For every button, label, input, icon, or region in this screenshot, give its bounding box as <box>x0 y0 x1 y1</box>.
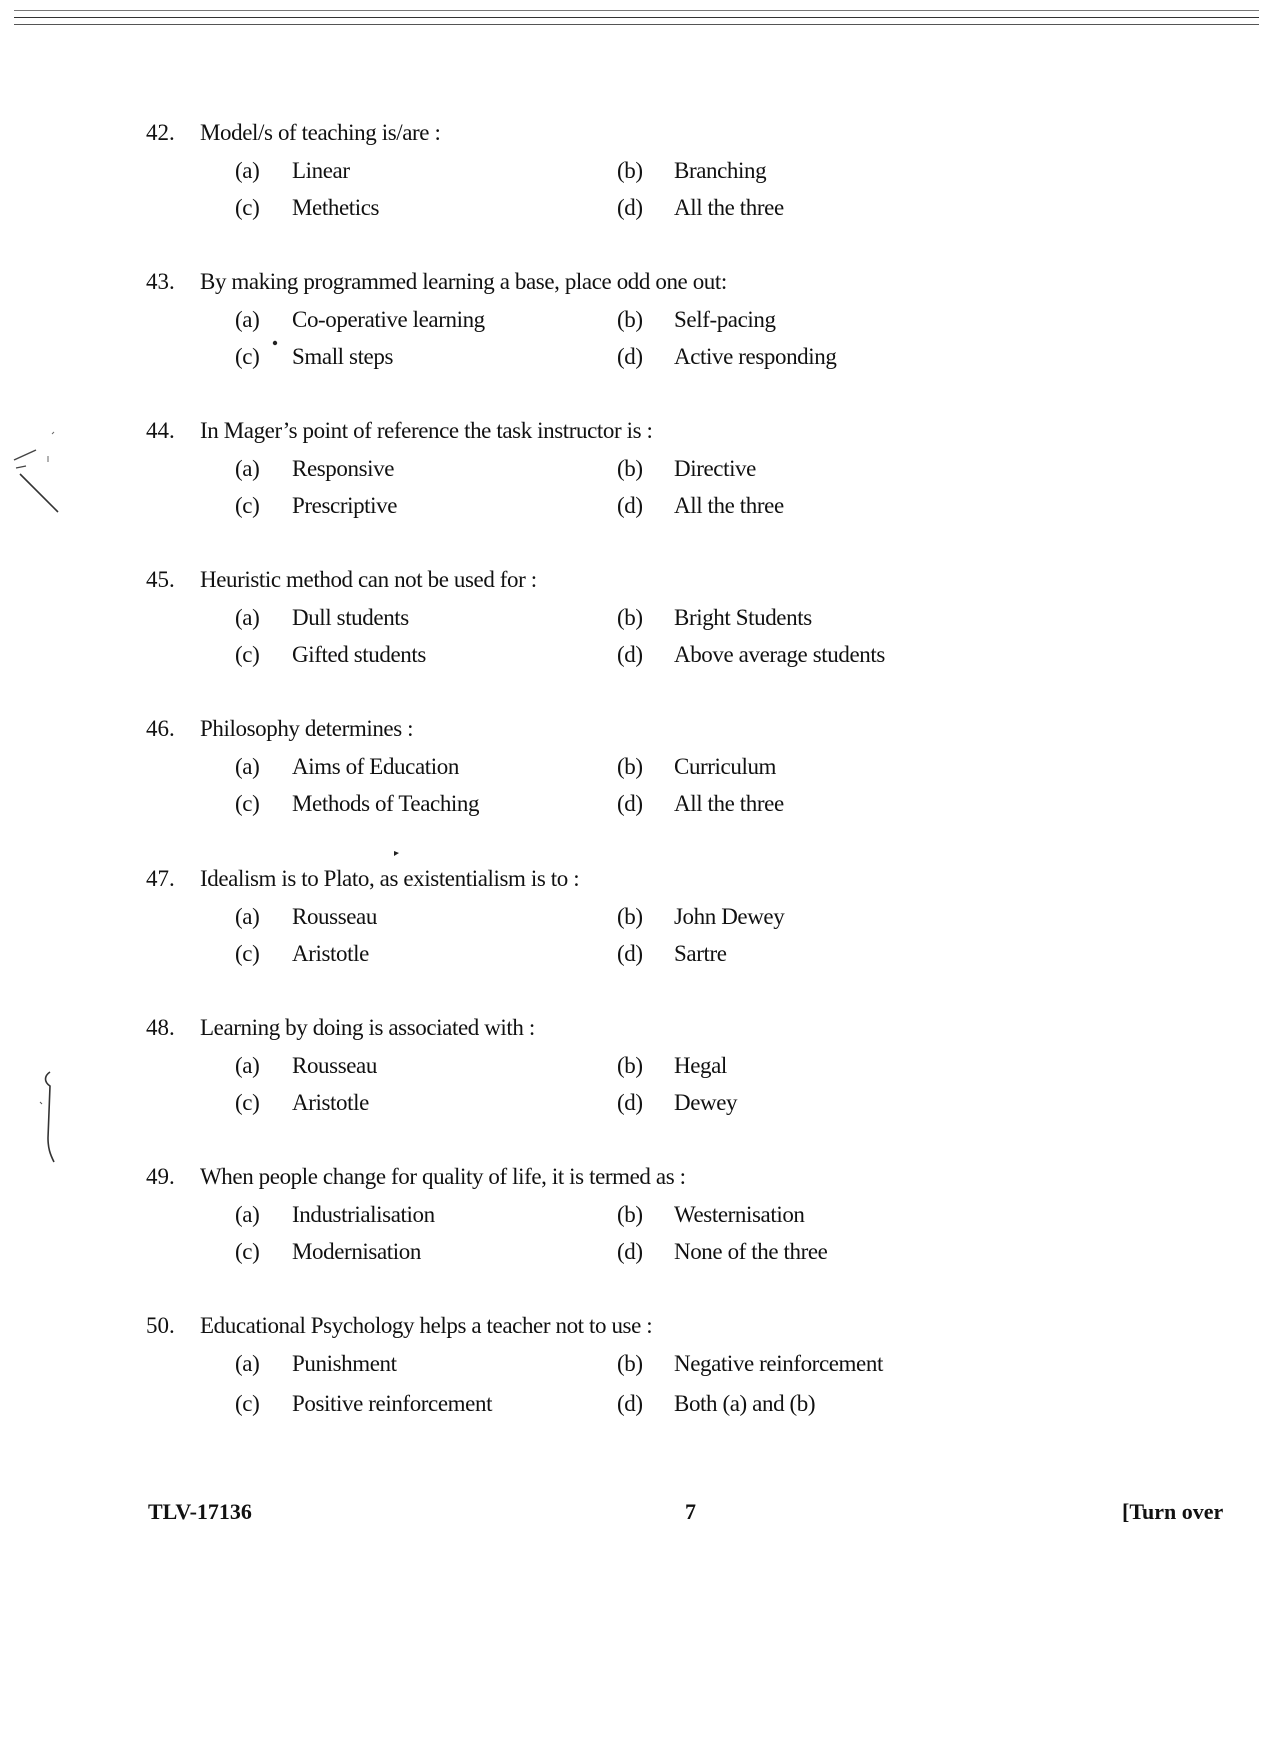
option-label: (b) <box>617 605 643 630</box>
option-text: Self-pacing <box>674 307 776 332</box>
question-item <box>0 1014 1275 1124</box>
option-label: (b) <box>617 1351 643 1376</box>
option-text: Prescriptive <box>292 493 398 518</box>
option-label: (b) <box>617 754 643 779</box>
option-text: Negative reinforcement <box>674 1351 883 1376</box>
option-text: Rousseau <box>292 1053 377 1078</box>
option-label: (c) <box>235 791 260 816</box>
option-text: Small steps <box>292 344 394 369</box>
option-text: Both (a) and (b) <box>674 1391 816 1416</box>
option-label: (a) <box>235 904 260 929</box>
option-text: None of the three <box>674 1239 828 1264</box>
option-label: (b) <box>617 904 643 929</box>
option-text: Active responding <box>674 344 837 369</box>
option-label: (b) <box>617 1202 643 1227</box>
option-text: Aims of Education <box>292 754 459 779</box>
question-number: 44. <box>146 418 175 443</box>
page-footer <box>0 1498 1275 1530</box>
option-label: (a) <box>235 158 260 183</box>
option-text: Methetics <box>292 195 380 220</box>
question-number: 43. <box>146 269 175 294</box>
question-number: 42. <box>146 120 175 145</box>
question-item <box>0 268 1275 378</box>
option-text: John Dewey <box>674 904 785 929</box>
question-text: Model/s of teaching is/are : <box>200 120 441 145</box>
option-label: (a) <box>235 1351 260 1376</box>
option-label: (c) <box>235 1090 260 1115</box>
option-text: Bright Students <box>674 605 812 630</box>
option-text: Curriculum <box>674 754 777 779</box>
option-text: Dewey <box>674 1090 738 1115</box>
option-text: Aristotle <box>292 941 369 966</box>
question-number: 49. <box>146 1164 175 1189</box>
question-number: 46. <box>146 716 175 741</box>
option-text: Methods of Teaching <box>292 791 480 816</box>
option-text: Gifted students <box>292 642 426 667</box>
option-label: (d) <box>617 195 643 220</box>
top-rule-line <box>14 10 1259 11</box>
top-rule-line <box>14 17 1259 18</box>
option-text: Rousseau <box>292 904 377 929</box>
option-label: (d) <box>617 791 643 816</box>
stray-mark-icon <box>392 848 402 858</box>
question-item <box>0 865 1275 975</box>
option-text: Aristotle <box>292 1090 369 1115</box>
question-text: Idealism is to Plato, as existentialism is to : <box>200 866 580 891</box>
option-text: Sartre <box>674 941 727 966</box>
option-label: (c) <box>235 941 260 966</box>
option-label: (a) <box>235 456 260 481</box>
option-label: (d) <box>617 941 643 966</box>
option-label: (c) <box>235 344 260 369</box>
option-text: Directive <box>674 456 756 481</box>
question-number: 45. <box>146 567 175 592</box>
question-number: 50. <box>146 1313 175 1338</box>
option-label: (a) <box>235 1053 260 1078</box>
option-text: Punishment <box>292 1351 397 1376</box>
turn-over-note: [Turn over <box>1122 1499 1224 1524</box>
option-label: (b) <box>617 158 643 183</box>
option-text: Industrialisation <box>292 1202 435 1227</box>
option-label: (d) <box>617 344 643 369</box>
question-number: 47. <box>146 866 175 891</box>
option-text: Modernisation <box>292 1239 421 1264</box>
option-text: Linear <box>292 158 350 183</box>
option-label: (b) <box>617 456 643 481</box>
option-text: Hegal <box>674 1053 727 1078</box>
option-label: (b) <box>617 307 643 332</box>
paper-code: TLV-17136 <box>148 1499 252 1524</box>
option-label: (a) <box>235 1202 260 1227</box>
option-text: Above average students <box>674 642 885 667</box>
page-number: 7 <box>685 1499 696 1524</box>
question-item <box>0 119 1275 229</box>
option-label: (c) <box>235 1391 260 1416</box>
question-text: By making programmed learning a base, place odd one out: <box>200 269 727 294</box>
question-item <box>0 715 1275 825</box>
question-number: 48. <box>146 1015 175 1040</box>
option-text: Co-operative learning <box>292 307 485 332</box>
question-text: Philosophy determines : <box>200 716 414 741</box>
option-label: (c) <box>235 195 260 220</box>
option-label: (c) <box>235 1239 260 1264</box>
option-label: (a) <box>235 754 260 779</box>
option-text: Dull students <box>292 605 409 630</box>
question-text: Learning by doing is associated with : <box>200 1015 535 1040</box>
option-text: All the three <box>674 493 784 518</box>
question-text: Heuristic method can not be used for : <box>200 567 537 592</box>
option-label: (d) <box>617 1090 643 1115</box>
question-text: Educational Psychology helps a teacher not to use : <box>200 1313 653 1338</box>
option-label: (d) <box>617 1391 643 1416</box>
top-rule-line <box>14 24 1259 25</box>
option-text: Branching <box>674 158 767 183</box>
option-label: (a) <box>235 307 260 332</box>
option-label: (d) <box>617 1239 643 1264</box>
option-label: (d) <box>617 642 643 667</box>
question-item <box>0 1312 1275 1422</box>
option-text: Westernisation <box>674 1202 805 1227</box>
option-text: Positive reinforcement <box>292 1391 493 1416</box>
question-text: When people change for quality of life, it is termed as : <box>200 1164 686 1189</box>
option-text: Responsive <box>292 456 395 481</box>
option-label: (c) <box>235 642 260 667</box>
option-text: All the three <box>674 195 784 220</box>
question-item <box>0 417 1275 527</box>
question-item <box>0 1163 1275 1273</box>
option-label: (d) <box>617 493 643 518</box>
option-label: (c) <box>235 493 260 518</box>
option-label: (b) <box>617 1053 643 1078</box>
question-text: In Mager’s point of reference the task instructor is : <box>200 418 653 443</box>
question-item <box>0 566 1275 676</box>
option-label: (a) <box>235 605 260 630</box>
option-text: All the three <box>674 791 784 816</box>
